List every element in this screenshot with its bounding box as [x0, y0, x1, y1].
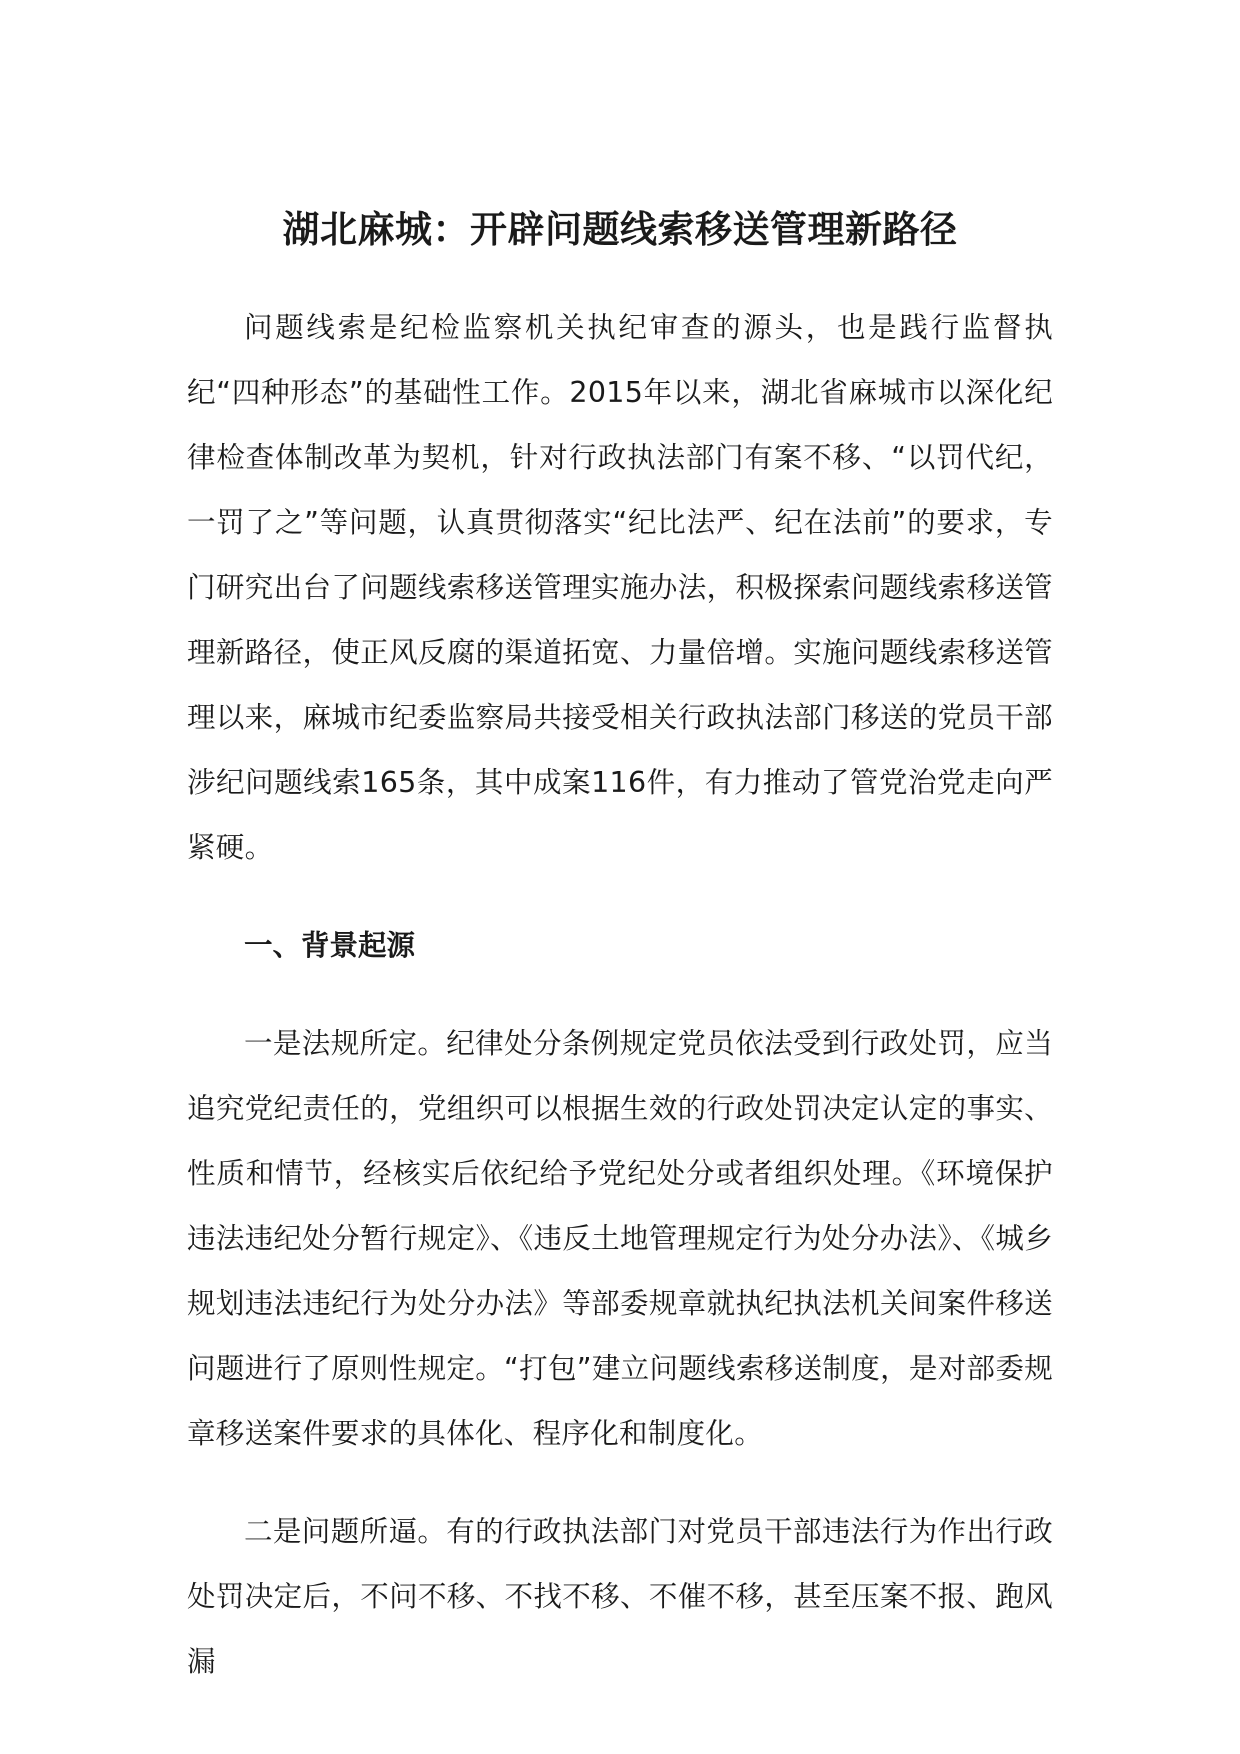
intro-paragraph: 问题线索是纪检监察机关执纪审查的源头，也是践行监督执纪“四种形态”的基础性工作。2015年以来，湖北省麻城市以深化纪律检查体制改革为契机，针对行政执法部门有案不移、“以罚代纪，一罚了之”等问题，认真贯彻落实“纪比法严、纪在法前”的要求，专门研究出台了问题线索移送管理实施办法，积极探索问题线索移送管理新路径，使正风反腐的渠道拓宽、力量倍增。实施问题线索移送管理以来，麻城市纪委监察局共接受相关行政执法部门移送的党员干部涉纪问题线索165条，其中成案116件，有力推动了管党治党走向严紧硬。: [187, 311, 1053, 864]
section-paragraph-2: 二是问题所逼。有的行政执法部门对党员干部违法行为作出行政处罚决定后，不问不移、不找不移、不催不移，甚至压案不报、跑风漏: [187, 1515, 1053, 1678]
document-title: 湖北麻城：开辟问题线索移送管理新路径: [282, 208, 958, 251]
section-heading: 一、背景起源: [244, 929, 416, 962]
paragraph-gap: [187, 1466, 1053, 1499]
paragraph-gap: [187, 978, 1053, 1011]
section-paragraph-1: 一是法规所定。纪律处分条例规定党员依法受到行政处罚，应当追究党纪责任的，党组织可以根据生效的行政处罚决定认定的事实、性质和情节，经核实后依纪给予党纪处分或者组织处理。《环境保护违法违纪处分暂行规定》、《违反土地管理规定行为处分办法》、《城乡规划违法违纪行为处分办法》等部委规章就执纪执法机关间案件移送问题进行了原则性规定。“打包”建立问题线索移送制度，是对部委规章移送案件要求的具体化、程序化和制度化。: [187, 1027, 1053, 1450]
paragraph-gap: [187, 880, 1053, 913]
document-body: [187, 295, 1053, 1694]
